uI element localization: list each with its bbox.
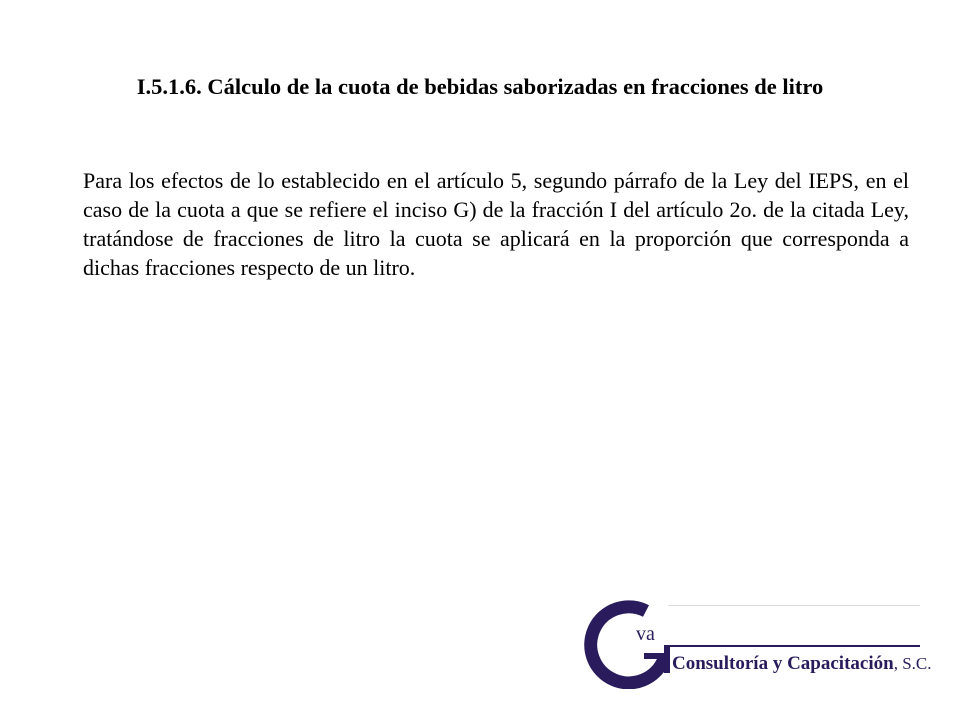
logo-company-main: Consultoría y Capacitación — [672, 653, 894, 674]
body-paragraph: Para los efectos de lo establecido en el artículo 5, segundo párrafo de la Ley del IEPS, en el caso de la cuota a que se refiere el inciso G) de la fracción I del artículo 2o. de la citada Ley, tratándose de fracciones de litro la cuota se aplicará en la proporción que corresponda a dichas fracciones respecto de un litro. — [83, 168, 909, 280]
section-title: I.5.1.6. Cálculo de la cuota de bebidas saborizadas en fracciones de litro — [136, 74, 824, 99]
logo-divider — [668, 645, 920, 647]
g-letter-logo-icon — [580, 597, 676, 689]
company-logo — [580, 597, 932, 689]
logo-company-name — [672, 651, 931, 677]
logo-company-suffix: , S.C. — [893, 654, 932, 673]
logo-divider-top — [668, 605, 920, 606]
logo-letters: va — [636, 623, 655, 645]
